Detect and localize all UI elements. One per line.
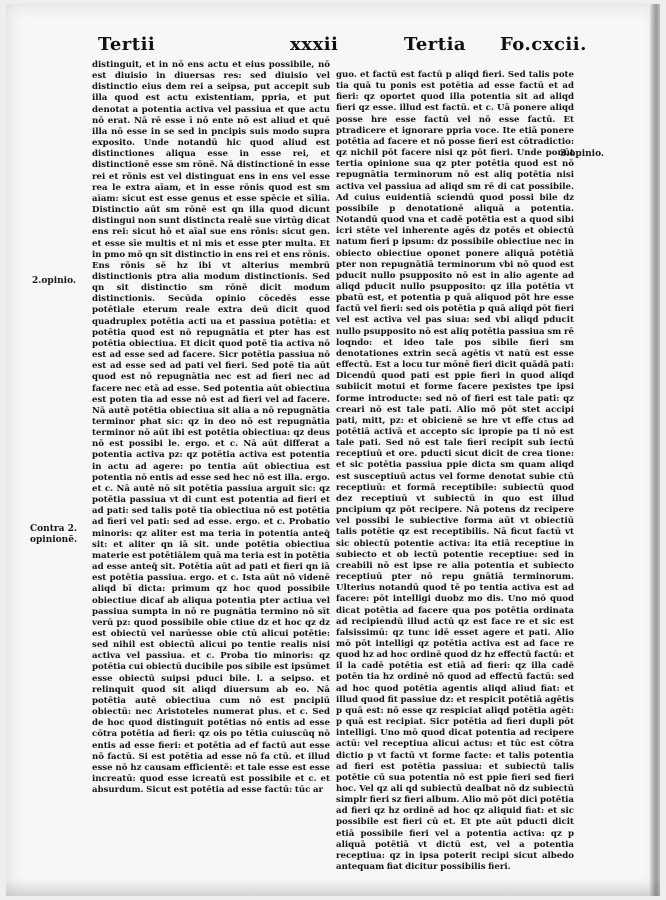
header-folio-number: Fo.cxcii. [500, 34, 587, 55]
margin-note-third-opinion: 3.opinio. [560, 149, 605, 159]
header-section: Tertia [404, 34, 467, 55]
header-book-title: Tertii [98, 34, 156, 55]
margin-note-contra-second-opinion: Contra 2. opinionē. [30, 524, 78, 545]
text-column-right: guo. et factū est factū p aliqd fieri. Sed talis pote tia quā tu ponis est potētia ad esse factū et ad fieri: qz oportet quod illa potentia sit ad aliqd fieri qz esse. illud est factū. et c. Uā ponere aliqd posse hre esse factū vel nō esse factū. Et ptradicere et ignorare ppria voce. Ite etiā ponere potētia ad facere et nō posse fieri est cōtradictio: qz nichil pōt facere nisi qz pōt fieri. Unde ponūt tertia opinione sua qz pter potētia quod est nō repugnātia terminorum nō est aliq potētia nisi activa vel passiua ad aliqd sm rē di cat possibile. Ad cuius euidentiā sciendū quod possi bile dz possibile p denotationē aliquā a potentia. Notandū quod vna et cadē potētia est a quod sibi icri stēte vel inherente agēs dz potēs et obiectū natum fieri p ipsum: dz possibile obiectiue nec in obiecto obiectiue oponet ponere aliquā potētiā pter non repugnātiā terminorum vbi nō quod est pducit nullo psupposito nō est in alio agente ad aliqd pducit nullo psupposito: qz illa potētia vt pbatū est, et potentia p quā aliquod pōt hre esse factū vel fieri: sed ois potētia p quā aliqd pōt fieri vel est activa vel pas siua: sed vbi aliqd pducit nullo psupposito nō est aliq potētia passiua sm rē loqndo: et ideo tale pos sibile fieri sm denotationes extrin secā agētis vt natū est esse effectū. Est a locu tur mōnē fieri dicit quādā pati: Dicendū quod pati est ppie fieri in quod aliqd subiicit motui et forme facere pexistes tpe ipsi forme introducte: sed nō of fieri est tale pati: qz creari nō est tale pati. Alio mō pōt stet accipi pati, mitt, pz: et obicienē se hre vt effe ctus ad potētiā activā et accepto sic ipropie pa ti nō est tale pati. Sed nō est tale fieri recipit sub iectū receptiuū et ore. pducti sicut dicit de crea tione: et sic potētia passiua ppie dicta sm quam aliqd est susceptiuū actus vel forme denotat subie ctū receptiuū: et formā receptibile: subiectū quod dez receptiuū vt subiectū in quo est illud pncipium qz pōt recipere. Nā potens dz recipere vel possibi le subiective forma aūt vt obiectiū talis potētie qz est receptibilis. Nā ficut factū vt sic obiectū potentie activa: ita etiā receptiue in subiecto et ob iectū potentie receptiue: sed in creabili nō est ipse re alia potentia et subiecto receptiuū pter nō repu gnātiā terminorum. Ulterius notandū quod tē po tentia activa est ad facere: pōt intelligi duobz mo dis. Uno mō quod dicat potētia ad facere qua pos potētia ordinata ad recipiendū illud actū qz est face re et sic est falsissimū: qz tunc idē esset agere et pati. Alio mō pōt intelligi qz potētia activa est ad face re quod hz ad hoc ordinē quod dz hz effectū factū: et il la cadē potētia est etiā ad fieri: qz illa cadē potēn tia hz ordinē nō quod ad effectū factū: sed ad hoc quod potētia agentis aliqd aliud fiat: et illud quod fit passiue dz: et respicit potētiā agētis p quā est: nō esse qz respiciat aliqd potētia agēt: p quā est recipiat. Sicr potētia ad fieri dupli pōt intelligi. Uno mō quod dicat potentia ad recipere actū: vel receptiua alicui actus: et tūc est cōtra dictio p vt factū vt forme facte: et talis potentia ad fieri est potētia passiua: et subiectū talis potētie cū sua potentia nō est ppie fieri sed fieri hoc. Vel qz ali qd subiectū dealbat nō dz subiectū simplr fieri sz fieri album. Alio mō pōt dici potētia ad fieri qz hz ordinē ad hoc qz aliquid fiat: et sic possibile est fieri cū et. Et pte aūt pducti dicit etiā possibile fieri vel a potentia activa: qz p aliquā potētiā vt dictū est, vel a potentia receptiua: qz in ipsa poterit recipi sicut albedo antequam fiat dicitur possibilis fieri. [336, 70, 574, 873]
text-column-left: distinguit, et in nō ens actu et eius possibile, nō est diuisio in diuersas res: sed diuisio vel distinctio eius dem rei a seipsa, put accepit sub illa quod est actu existentiam, ppria, et put denotat a potentia activa vel passiua et que actu nō erat. Nā rē esse ī nō ente nō est aliud et quē illa nō esse in se sed in pncipis suis modo supra exposito. Unde notandū hic quod aliud est distinctiones aliqua esse in esse rei, et distinctionē esse sm rōnē. Nā distinctionē in esse rei et rōnis est vel distinguat ens in ens vel esse rea le extra aīam, et in esse rōnis quod est sm aīam: sicut est esse genus et esse spēcie et sīlia. Distinctio aūt sm rōnē est qn illa quod dicunt distingui non sunt distincta realē sue virtūg dicat ens rei: sicut hō et aīal sue ens rōnis: sicut gen. et esse sīe multis et ni mis et esse pter multa. Et in pmo mō qn sit distinctio in ens rei et ens rōnis. Ens rōnis sē hz ibi vt alterius membrū distinctionis ptra alia modum distinctionis. Sed qn sit distinctio sm rōnē dicit modum distinctionis. Secūda opinio cōcedēs esse potētiale eterum reale extra deū dicit quod quadruplex potētia acti ua et passiua potētia: et potētia quod est nō repugnātia et pter has est potētia obiectiua. Et dicit quod potē tia activa nō est ad esse sed ad facere. Sicr potētia passiua nō est ad esse sed ad pati vel fieri. Sed potē tia aūt quod est nō repugnātia nec est ad fieri nec ad facere nec etā ad esse. Sed potentia aūt obiectiua est poten tia ad esse nō est ad fieri vel ad facere. Nā autē potētia obiectiua sit alia a nō repugnātia terminor phat sic: qz in deo nō est repugnātia terminor nō aūt ibi est potētia obiectiua: qz deus nō est possibi le. ergo. et c. Nā aūt differat a potentia activa pz: qz potētia activa est potentia in actu ad agere: po tentia aūt obiectiua est potentia nō entis ad esse sed hec nō est illa. ergo. et c. Nā autē nō sit potētia passiua arguit sic: qz potētia passiua vt di cunt est potentia ad fieri et ad pati: sed talis potē tia obiectiua nō est potētia ad fieri vel pati: sed ad esse. ergo. et c. Probatio minoris: qz aliter est ma teria in potentia anteq̄ sit: et aliter qn iā sit. unde potētia obiectiua materie est potētiālem quā ma teria est in potētia ad esse anteq̄ sit. Potētia aūt ad pati et fieri qn iā est potētia passiua. ergo. et c. Ista aūt nō videnē aliqd bī dicta: primum qz hoc quod possibile obiectiue dicaf ab aliqua potentia pter actiua vel passiua sumpta in nō re pugnātia termino nō sīt verū pz: quod possibile obie ctiue dz et hoc qz dz est obiectū vel narūesse obie ctū alicui potētie: sed nihil est obiectū alicui po tentie realis nisi activa vel passiua. et c. Proba tio minoris: qz potētia cui obiectū ducibile pos sibile est ipsūmet esse obiectū suipsi pduci bile. l. a seipso. et relinquit quod sit aliqd diuersum ab eo. Nā potētia autē obiectiua cum nō est pncipiū obiectū: nec Aristoteles numerat plus. et c. Sed de hoc quod distinguit potētias nō entis ad esse cōtra potētia ad fieri: qz ois po tētia cuiuscūq nō entis ad esse fieri: et potētia ad ef factū aut esse nō factū. Si est potētia ad esse nō fa ctū. et illud esse nō hz causam efficientē: et tale esse est esse increatū: quod esse icreatū est possibile et c. et absurdum. Sicut est potētia ad esse factū: tūc ar [92, 60, 330, 796]
margin-note-second-opinion: 2.opinio. [32, 276, 77, 286]
page-bottom-shadow [6, 878, 660, 896]
page-edge-shadow [650, 4, 660, 896]
header-quaestio-number: xxxii [290, 34, 339, 55]
running-header [6, 34, 660, 62]
book-page [6, 4, 660, 896]
